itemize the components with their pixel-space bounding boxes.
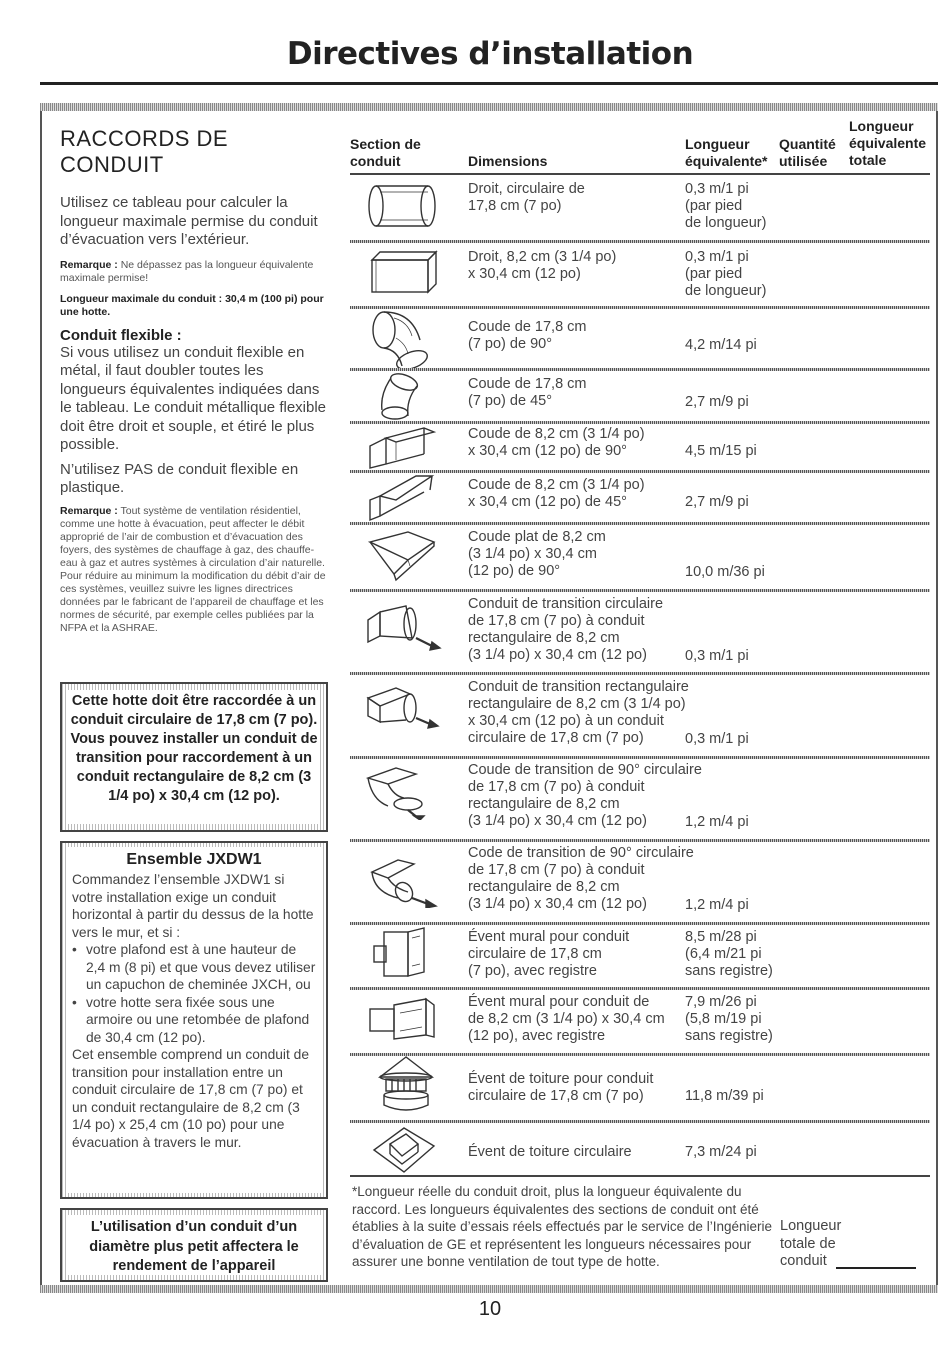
frame-hatch-bottom: [40, 1285, 938, 1293]
rect-straight-duct-icon: [368, 246, 440, 298]
row-9-equivalent: 0,3 m/1 pi: [685, 731, 749, 747]
hood-connection-text: Cette hotte doit être raccordée à un conduit circulaire de 17,8 cm (7 po). Vous pouvez installer un conduit de transition pour raccordement à un conduit rectangulaire de 8,2 cm (3 1/4 po) x 30,4 cm (12 po).: [70, 693, 318, 804]
row-12-dimensions: Évent mural pour conduit circulaire de 17,8 cm (7 po), avec registre: [468, 929, 630, 979]
row-3-dimensions: Coude de 17,8 cm (7 po) de 90°: [468, 319, 587, 352]
max-length-text: Longueur maximale du conduit : 30,4 m (100 pi) pour une hotte.: [60, 292, 324, 318]
row-12-equivalent: 8,5 m/28 pi (6,4 m/21 pi sans registre): [685, 929, 773, 979]
row-10-dimensions: Coude de transition de 90° circulaire de 17,8 cm (7 po) à conduit rectangulaire de 8,2 cm (3 1/4 po) x 30,4 cm (12 po): [468, 762, 702, 829]
round-roof-cap-icon: [370, 1124, 438, 1178]
table-row-rule: [350, 306, 930, 309]
rect-to-round-transition-icon: [366, 684, 442, 736]
total-length-label: Longueur totale de conduit: [780, 1218, 842, 1269]
table-row-rule: [350, 368, 930, 371]
header-quantity-used: Quantité utilisée: [779, 136, 836, 169]
section-heading: RACCORDS DE CONDUIT: [60, 126, 229, 177]
jxdw1-intro: Commandez l’ensemble JXDW1 si votre installation exige un conduit horizontal à partir du dessus de la hotte vers le mur, et si :: [72, 872, 314, 940]
small-duct-warning-text: L’utilisation d’un conduit d’un diamètre plus petit affectera le rendement de l’appareil: [89, 1219, 299, 1274]
rect-elbow-90-icon: [368, 424, 438, 470]
flex-duct-text: Si vous utilisez un conduit flexible en métal, il faut doubler toutes les longueurs équivalentes indiquées dans le tableau. Le conduit métallique flexible doit être droit et souple, et étiré le plus possible.: [60, 343, 327, 453]
table-row-rule: [350, 240, 930, 243]
row-1-equivalent: 0,3 m/1 pi (par pied de longueur): [685, 181, 767, 231]
hood-connection-box: [60, 682, 328, 832]
row-14-equivalent: 11,8 m/39 pi: [685, 1088, 764, 1104]
row-6-equivalent: 2,7 m/9 pi: [685, 494, 749, 510]
jxdw1-bullet-1: • votre plafond est à une hauteur de 2,4 m (8 pi) et que vous devez utiliser un capuchon de cheminée JXCH, ou: [72, 941, 316, 994]
table-row-rule: [350, 589, 930, 592]
round-elbow-90-icon: [368, 310, 432, 372]
footnote: *Longueur réelle du conduit droit, plus la longueur équivalente du raccord. Les longueurs équivalentes des sections de conduit ont été établies à la suite d’essais réels effectués par le service de l’Ingénierie d’évaluation de GE et représentent les longueurs nécessaires pour assurer une bonne ventilation de tout type de hotte.: [352, 1184, 772, 1269]
row-9-dimensions: Conduit de transition rectangulaire rectangulaire de 8,2 cm (3 1/4 po) x 30,4 cm (12 po) à un conduit circulaire de 17,8 cm (7 po): [468, 679, 689, 746]
jxdw1-bullet-2: • votre hotte sera fixée sous une armoire ou une retombée de plafond de 30,4 cm (12 po).: [72, 994, 316, 1047]
table-row-rule: [350, 1120, 930, 1123]
table-row-rule: [350, 672, 930, 675]
intro-text: Utilisez ce tableau pour calculer la longueur maximale permise du conduit d’évacuation vers l’extérieur.: [60, 194, 318, 248]
row-1-dimensions: Droit, circulaire de 17,8 cm (7 po): [468, 181, 585, 214]
row-10-equivalent: 1,2 m/4 pi: [685, 814, 749, 830]
row-5-dimensions: Coude de 8,2 cm (3 1/4 po) x 30,4 cm (12 po) de 90°: [468, 426, 645, 459]
row-15-equivalent: 7,3 m/24 pi: [685, 1144, 757, 1160]
flex-plastic-text: N’utilisez PAS de conduit flexible en plastique.: [60, 460, 299, 496]
round-to-rect-transition-icon: [366, 602, 442, 654]
table-row-rule: [350, 922, 930, 925]
row-8-equivalent: 0,3 m/1 pi: [685, 648, 749, 664]
table-bottom-rule: [350, 1175, 930, 1177]
table-row-rule: [350, 756, 930, 759]
frame-hatch-top: [40, 103, 938, 111]
row-13-dimensions: Évent mural pour conduit de de 8,2 cm (3 1/4 po) x 30,4 cm (12 po), avec registre: [468, 994, 665, 1044]
jxdw1-kit-box: [60, 841, 328, 1199]
note-max-length: Remarque : Ne dépassez pas la longueur équivalente maximale permise!: [60, 258, 314, 284]
row-7-dimensions: Coude plat de 8,2 cm (3 1/4 po) x 30,4 cm (12 po) de 90°: [468, 529, 606, 579]
row-6-dimensions: Coude de 8,2 cm (3 1/4 po) x 30,4 cm (12 po) de 45°: [468, 477, 645, 510]
jxdw1-title: Ensemble JXDW1: [126, 851, 262, 868]
row-4-equivalent: 2,7 m/9 pi: [685, 394, 749, 410]
roof-cap-icon: [376, 1055, 436, 1117]
flex-duct-title: Conduit flexible :: [60, 326, 182, 344]
rect-elbow-45-icon: [366, 470, 438, 522]
row-3-equivalent: 4,2 m/14 pi: [685, 337, 757, 353]
jxdw1-outro: Cet ensemble comprend un conduit de transition pour installation entre un conduit circulaire de 17,8 cm (7 po) et un conduit rectangulaire de 8,2 cm (3 1/4 po) x 25,4 cm (10 po) pour une évacuation à travers le mur.: [72, 1047, 309, 1150]
row-15-dimensions: Évent de toiture circulaire: [468, 1144, 632, 1160]
table-row-rule: [350, 987, 930, 990]
row-14-dimensions: Évent de toiture pour conduit circulaire de 17,8 cm (7 po): [468, 1071, 654, 1104]
row-8-dimensions: Conduit de transition circulaire de 17,8 cm (7 po) à conduit rectangulaire de 8,2 cm (3 1/4 po) x 30,4 cm (12 po): [468, 596, 664, 663]
table-row-rule: [350, 1053, 930, 1056]
transition-code-90-icon: [368, 852, 444, 908]
row-11-dimensions: Code de transition de 90° circulaire de 17,8 cm (7 po) à conduit rectangulaire de 8,2 cm (3 1/4 po) x 30,4 cm (12 po): [468, 845, 694, 912]
left-column: [60, 126, 330, 635]
header-equivalent-length: Longueur équivalente*: [685, 136, 768, 169]
row-11-equivalent: 1,2 m/4 pi: [685, 897, 749, 913]
row-7-equivalent: 10,0 m/36 pi: [685, 564, 765, 580]
small-duct-warning-box: [60, 1208, 328, 1282]
flat-elbow-icon: [368, 530, 438, 582]
header-duct-section: Section de conduit: [350, 136, 421, 169]
table-row-rule: [350, 839, 930, 842]
page-number: 10: [478, 1298, 502, 1320]
table-header-rule: [350, 173, 930, 175]
note-ventilation: Remarque : Tout système de ventilation résidentiel, comme une hotte à évacuation, peut affecter le débit approprié de l’air de combustion et d’évacuation des foyers, des systèmes de chauffage à gaz, des chauffe-eau à gaz et autres systèmes à circulation d’air naturelle. Pour réduire au minimum la modification du débit d’air de ces systèmes, veuillez suivre les lignes directrices données par le fabricant de l’appareil de chauffage et les normes de sécurité, par exemple celles publiées par la NFPA et la ASHRAE.: [60, 504, 326, 634]
page-title: Directives d’installation: [286, 36, 694, 72]
row-13-equivalent: 7,9 m/26 pi (5,8 m/19 pi sans registre): [685, 994, 773, 1044]
row-4-dimensions: Coude de 17,8 cm (7 po) de 45°: [468, 376, 587, 409]
round-straight-duct-icon: [366, 180, 438, 232]
row-2-equivalent: 0,3 m/1 pi (par pied de longueur): [685, 249, 767, 299]
header-dimensions: Dimensions: [468, 153, 548, 169]
header-total-equivalent-length: Longueur équivalente totale: [849, 118, 927, 168]
rect-wall-cap-icon: [368, 995, 440, 1045]
round-wall-cap-icon: [372, 926, 432, 982]
round-elbow-45-icon: [368, 370, 424, 422]
row-2-dimensions: Droit, 8,2 cm (3 1/4 po) x 30,4 cm (12 po): [468, 249, 617, 282]
title-rule: [40, 82, 938, 85]
row-5-equivalent: 4,5 m/15 pi: [685, 443, 757, 459]
transition-elbow-90-icon: [366, 764, 442, 820]
table-row-rule: [350, 522, 930, 525]
total-length-field[interactable]: [836, 1267, 916, 1269]
